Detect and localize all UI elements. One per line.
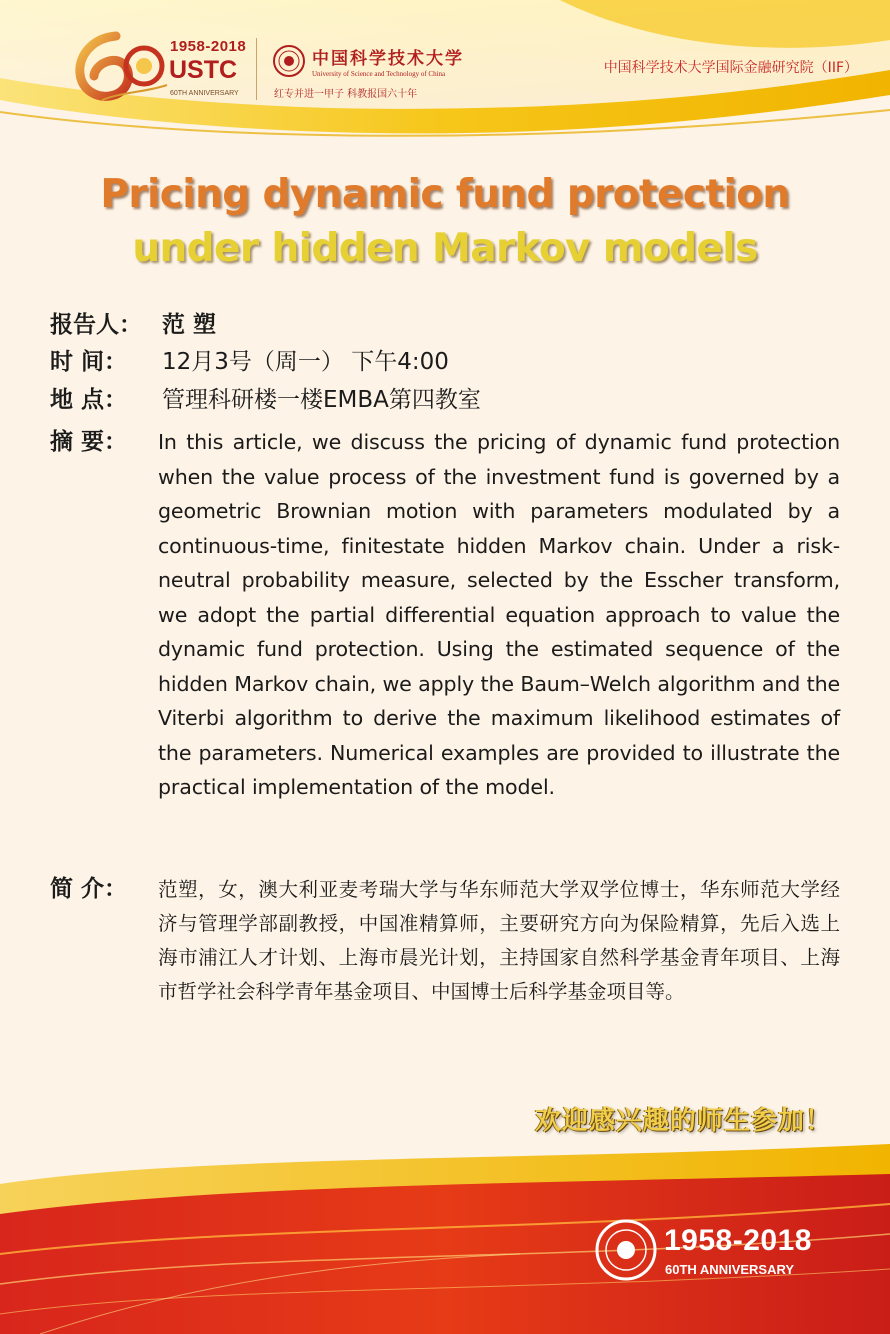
title-line-1: Pricing dynamic fund protection — [100, 172, 790, 217]
university-name-en: University of Science and Technology of China — [312, 70, 446, 78]
logo-years: 1958-2018 — [170, 38, 247, 55]
time-value: 12月3号（周一） 下午4:00 — [162, 349, 449, 375]
footer-logo — [594, 1218, 834, 1288]
bio-text: 范塑，女，澳大利亚麦考瑞大学与华东师范大学双学位博士，华东师范大学经济与管理学部副教授，中国准精算师，主要研究方向为保险精算，先后入选上海市浦江人才计划、上海市晨光计划，主持国家自然科学基金青年项目、上海市哲学社会科学青年基金项目、中国博士后科学基金项目等。 — [158, 878, 840, 1003]
university-seal-icon-footer — [594, 1218, 658, 1282]
logo-divider — [256, 38, 257, 100]
place-label: 地 点： — [50, 387, 128, 413]
talk-title — [0, 168, 890, 276]
bio-label: 简 介： — [50, 876, 128, 902]
logo-ustc: USTC — [169, 56, 238, 84]
abstract-text: In this article, we discuss the pricing of dynamic fund protection when the value process of the investment fund is governed by a geometric Brownian motion with parameters modulated by a continuous-time, finitestate hidden Markov chain. Under a risk-neutral probability measure, selected by the Esscher transform, we adopt the partial differential equation approach to value the dynamic fund protection. Using the estimated sequence of the hidden Markov chain, we apply the Baum–Welch algorithm and the Viterbi algorithm to derive the maximum likelihood estimates of the parameters. Numerical examples are provided to illustrate the practical implementation of the model. — [158, 430, 840, 799]
institute-name: 中国科学技术大学国际金融研究院（IIF） — [603, 60, 858, 76]
abstract-label: 摘 要： — [50, 429, 128, 455]
speaker-label: 报告人： — [50, 312, 142, 338]
welcome-message: 欢迎感兴趣的师生参加！ — [534, 1106, 832, 1136]
university-name-cn: 中国科学技术大学 — [312, 49, 464, 69]
logo-anniversary: 60TH ANNIVERSARY — [170, 90, 239, 97]
footer-years: 1958-2018 — [664, 1224, 812, 1257]
place-value: 管理科研楼一楼EMBA第四教室 — [162, 387, 481, 413]
time-label: 时 间： — [50, 349, 128, 375]
header-logo-group — [72, 30, 472, 110]
university-seal-icon — [272, 44, 306, 78]
speaker-name: 范 塑 — [162, 312, 217, 338]
anniversary-60-icon — [72, 30, 168, 102]
footer-anniversary: 60TH ANNIVERSARY — [665, 1262, 795, 1277]
university-motto: 红专并进一甲子 科教报国六十年 — [274, 89, 418, 100]
title-line-2: under hidden Markov models — [132, 226, 758, 271]
